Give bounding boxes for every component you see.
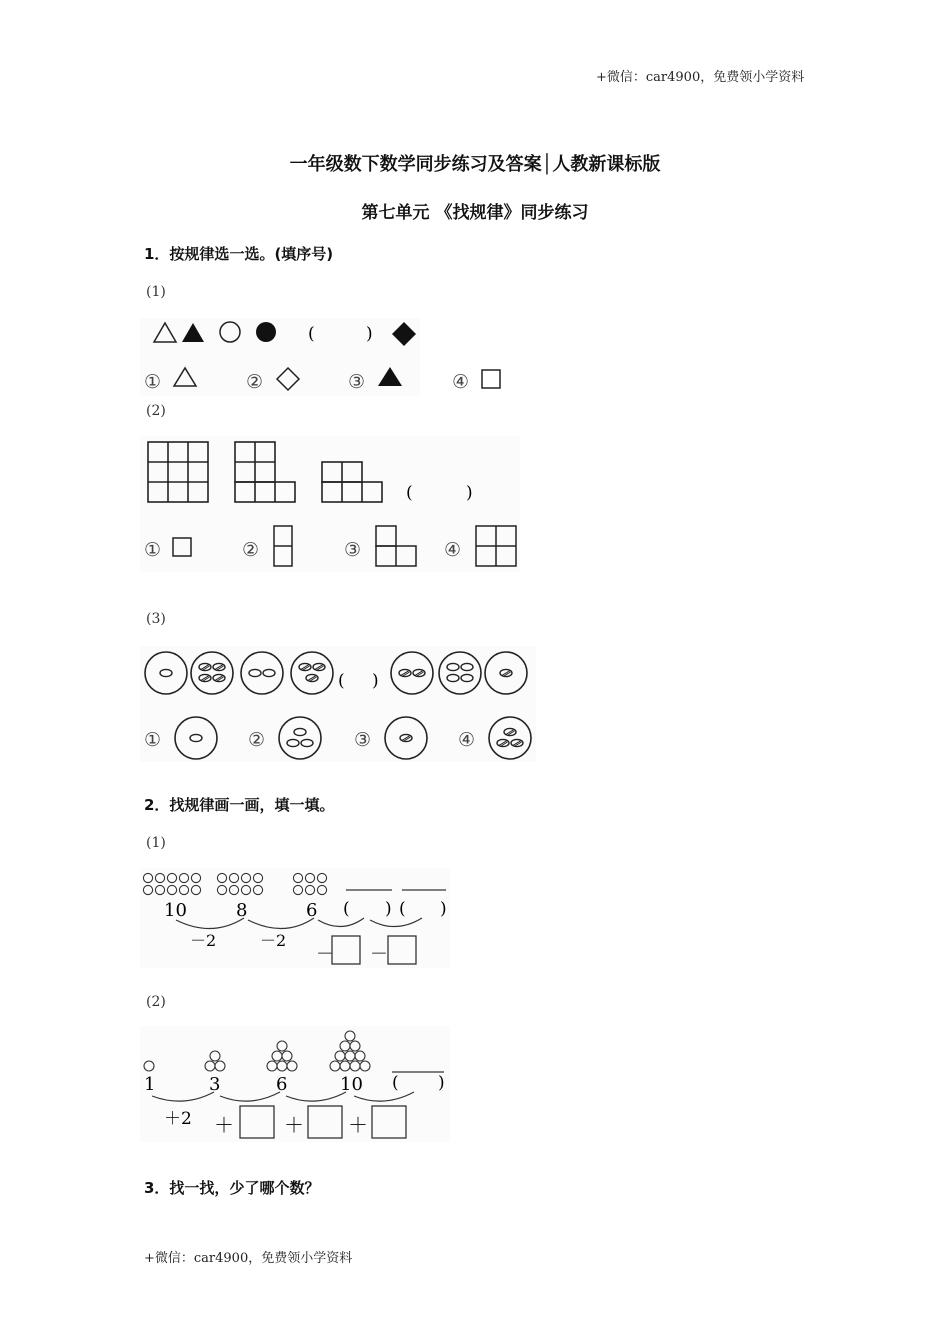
grid-l-shape-large	[235, 442, 295, 502]
hollow-triangle-shape	[154, 323, 176, 342]
answer-box-2	[388, 936, 416, 964]
step-minus-3: －	[316, 944, 334, 965]
q1-part2-figure	[140, 436, 520, 572]
option-1-circle	[175, 717, 217, 759]
button-circle-2	[191, 652, 233, 694]
answer-box-1	[332, 936, 360, 964]
seq-number-1: 1	[144, 1074, 156, 1095]
page-title: 一年级数下数学同步练习及答案│人教新课标版	[289, 154, 661, 175]
option-4-number: ④	[452, 371, 470, 393]
seq-number-10: 10	[340, 1074, 363, 1095]
q1-part1-label: (1)	[146, 284, 166, 300]
solid-diamond-shape	[392, 322, 416, 346]
step-plus-2: ＋	[214, 1113, 234, 1137]
answer-box-2	[308, 1106, 342, 1138]
option-2-hollow-diamond	[277, 368, 299, 390]
option-1-number: ①	[144, 371, 162, 393]
triangle-dots-10	[330, 1031, 370, 1071]
option-1-single-square	[173, 538, 191, 556]
option-3-solid-triangle	[378, 367, 402, 386]
step-minus-4: －	[370, 944, 388, 965]
step-plus-4: ＋	[348, 1113, 368, 1137]
seq-number-8: 8	[236, 900, 248, 921]
answer-paren-left: (	[338, 671, 345, 691]
answer-paren-left: (	[406, 483, 413, 503]
button-circle-3	[241, 652, 283, 694]
seq-number-3: 3	[209, 1074, 221, 1095]
q2-part2-label: (2)	[146, 994, 166, 1010]
seq-number-10: 10	[164, 900, 187, 921]
option-3-number: ③	[348, 371, 366, 393]
option-2-number: ②	[246, 371, 264, 393]
q1-part3-label: (3)	[146, 611, 166, 627]
q2-part1-label: (1)	[146, 835, 166, 851]
option-4-number: ④	[444, 539, 462, 561]
option-4-hollow-square	[480, 368, 504, 392]
blank-paren-right: )	[438, 1073, 445, 1093]
page-subtitle: 第七单元 《找规律》同步练习	[361, 203, 589, 223]
footer-note: +微信：car4900，免费领小学资料	[144, 1251, 353, 1266]
triangle-dots-1	[144, 1061, 154, 1071]
step-label-1: －2	[190, 931, 217, 950]
button-circle-6	[439, 652, 481, 694]
answer-paren-right: )	[366, 324, 373, 344]
step-plus-3: ＋	[284, 1113, 304, 1137]
answer-box-3	[372, 1106, 406, 1138]
answer-paren-right: )	[372, 671, 379, 691]
option-3-l-tromino	[376, 526, 416, 566]
option-2-number: ②	[242, 539, 260, 561]
button-circle-5	[391, 652, 433, 694]
circles-group-6	[293, 873, 326, 894]
circles-group-8	[217, 873, 262, 894]
step-label-2: －2	[260, 931, 287, 950]
blank-paren-right-2: )	[440, 899, 447, 919]
option-3-number: ③	[354, 729, 372, 751]
grid-step-shape	[322, 462, 382, 502]
jump-arrows	[176, 918, 422, 929]
option-1-number: ①	[144, 539, 162, 561]
option-1-hollow-triangle	[174, 368, 196, 386]
hollow-circle-shape	[220, 322, 240, 342]
q2-part1-figure	[140, 868, 450, 968]
option-4-2x2-square	[476, 526, 516, 566]
question-3-heading: 3．找一找，少了哪个数？	[144, 1179, 320, 1197]
solid-triangle-shape	[182, 323, 204, 342]
seq-number-6: 6	[306, 900, 318, 921]
blank-paren-right-1: )	[385, 899, 392, 919]
button-circle-4	[291, 652, 333, 694]
header-note: +微信：car4900，免费领小学资料	[596, 70, 805, 85]
q2-part2-figure	[140, 1026, 450, 1142]
triangle-dots-3	[205, 1051, 225, 1071]
triangle-dots-6	[267, 1041, 297, 1071]
option-4-circle	[489, 717, 531, 759]
answer-paren-left: (	[308, 324, 315, 344]
grid-3x3-shape	[148, 442, 208, 502]
blank-paren-left-1: (	[343, 899, 350, 919]
q1-part3-figure	[140, 646, 536, 762]
answer-paren-right: )	[466, 483, 473, 503]
option-2-vertical-domino	[274, 526, 292, 566]
option-1-number: ①	[144, 729, 162, 751]
question-2-heading: 2．找规律画一画，填一填。	[144, 796, 335, 814]
step-label-1: ＋2	[164, 1109, 192, 1129]
question-1-heading: 1．按规律选一选。(填序号)	[144, 245, 334, 263]
option-3-number: ③	[344, 539, 362, 561]
answer-box-1	[240, 1106, 274, 1138]
q1-part1-figure	[140, 318, 470, 396]
blank-paren-left: (	[392, 1073, 399, 1093]
option-2-circle	[279, 717, 321, 759]
seq-number-6: 6	[276, 1074, 288, 1095]
option-2-number: ②	[248, 729, 266, 751]
solid-circle-shape	[256, 322, 276, 342]
circles-group-10	[143, 873, 200, 894]
blank-paren-left-2: (	[399, 899, 406, 919]
q1-part2-label: (2)	[146, 403, 166, 419]
option-4-number: ④	[458, 729, 476, 751]
button-circle-1	[145, 652, 187, 694]
